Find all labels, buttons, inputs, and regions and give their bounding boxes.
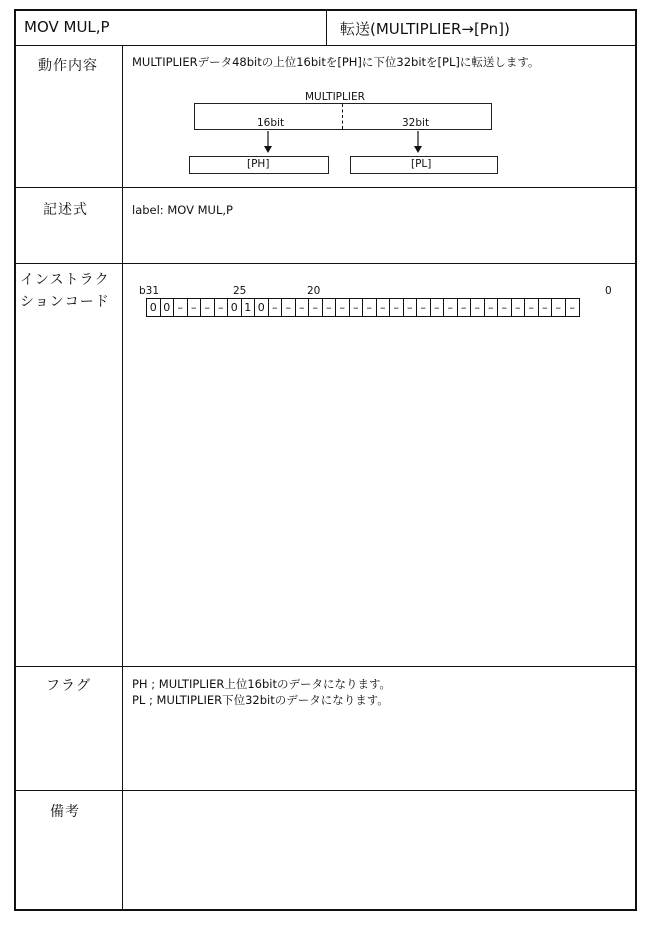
bit-label-0: 0 xyxy=(605,285,612,297)
bit-label-20: 20 xyxy=(307,285,321,297)
bit-cell: – xyxy=(404,299,418,316)
notes-label: 備考 xyxy=(50,804,80,820)
bit-cell: – xyxy=(539,299,553,316)
flag-ph-text: PH ; MULTIPLIER上位16bitのデータになります。 xyxy=(132,677,392,691)
upper-bits-label: 16bit xyxy=(257,117,285,129)
lower-bits-label: 32bit xyxy=(402,117,430,129)
flag-pl-text: PL ; MULTIPLIER下位32bitのデータになります。 xyxy=(132,693,389,707)
instruction-code-label-line1: インストラク xyxy=(20,272,110,288)
bit-cell: – xyxy=(323,299,337,316)
bit-cell: – xyxy=(444,299,458,316)
bit-cell: – xyxy=(512,299,526,316)
bit-cell: – xyxy=(188,299,202,316)
bit-cell: – xyxy=(296,299,310,316)
bit-cell: 0 xyxy=(161,299,175,316)
bit-cell: – xyxy=(363,299,377,316)
bit-cell: – xyxy=(174,299,188,316)
bit-label-25: 25 xyxy=(233,285,247,297)
instruction-name: MOV MUL,P xyxy=(24,18,110,36)
operation-label: 動作内容 xyxy=(38,58,98,74)
bit-cell: 0 xyxy=(147,299,161,316)
bit-cell: 0 xyxy=(228,299,242,316)
pl-label: [PL] xyxy=(411,158,432,170)
bit-cell: – xyxy=(525,299,539,316)
page-title: 転送(MULTIPLIER→[Pn]) xyxy=(340,20,510,38)
bit-cell: – xyxy=(336,299,350,316)
bit-cell: 0 xyxy=(255,299,269,316)
flags-label: フラグ xyxy=(46,678,91,694)
multiplier-register-label: MULTIPLIER xyxy=(305,91,365,103)
bit-cell: – xyxy=(471,299,485,316)
bit-cell: – xyxy=(417,299,431,316)
bit-cell: – xyxy=(215,299,229,316)
bit-cell: – xyxy=(282,299,296,316)
bit-cell: – xyxy=(309,299,323,316)
bit-cell: – xyxy=(377,299,391,316)
syntax-text: label: MOV MUL,P xyxy=(132,203,233,217)
bit-cell: 1 xyxy=(242,299,256,316)
bit-cell: – xyxy=(485,299,499,316)
syntax-label: 記述式 xyxy=(43,202,88,218)
bit-label-b31: b31 xyxy=(139,285,160,297)
instruction-bit-field xyxy=(146,298,580,317)
bit-cell: – xyxy=(552,299,566,316)
bit-cell: – xyxy=(458,299,472,316)
bit-cell: – xyxy=(350,299,364,316)
bit-cell: – xyxy=(269,299,283,316)
bit-cell: – xyxy=(498,299,512,316)
operation-description: MULTIPLIERデータ48bitの上位16bitを[PH]に下位32bitを[PL]に転送します。 xyxy=(132,55,540,69)
ph-label: [PH] xyxy=(247,158,270,170)
bit-cell: – xyxy=(569,301,575,314)
instruction-code-label-line2: ションコード xyxy=(20,294,110,310)
bit-cell: – xyxy=(431,299,445,316)
bit-cell: – xyxy=(390,299,404,316)
bit-cell: – xyxy=(201,299,215,316)
